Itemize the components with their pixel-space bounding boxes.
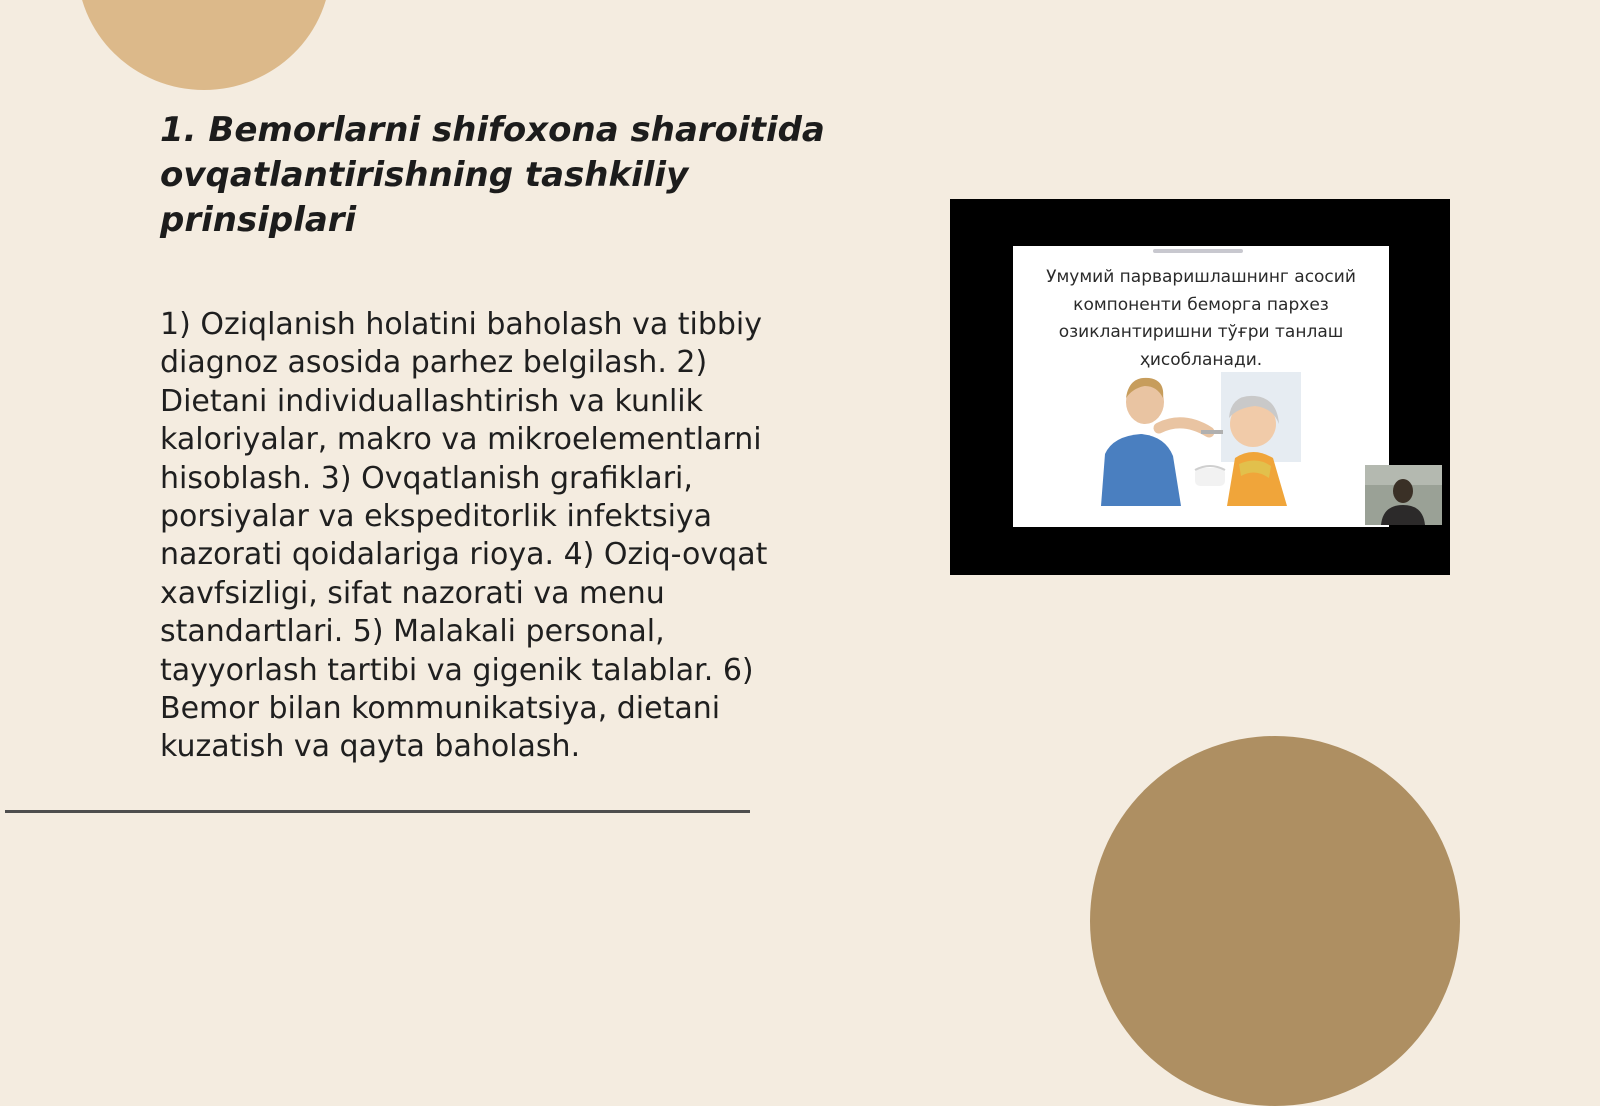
video-slide-caption: Умумий парваришлашнинг асосий компоненти беморга пархез озиклантиришни тўғри танлаш ҳисобланади. (1046, 267, 1356, 370)
divider-line (5, 810, 750, 813)
slide-title: 1. Bemorlarni shifoxona sharoitida ovqatlantirishning tashkiliy prinsiplari (160, 110, 825, 240)
embedded-video[interactable] (950, 199, 1450, 575)
video-slide-frame (1013, 246, 1389, 527)
decorative-circle-top (77, 0, 331, 90)
presenter-icon (1365, 465, 1442, 525)
decorative-circle-bottom (1090, 736, 1460, 1106)
slide-body-text: 1) Oziqlanish holatini baholash va tibbiy diagnoz asosida parhez belgilash. 2) Dietani individuallashtirish va kunlik kaloriyalar, makro va mikroelementlarni hisoblash. 3) Ovqatlanish grafiklari, porsiyalar va ekspeditorlik infektsiya nazorati qoidalariga rioya. 4) Oziq-ovqat xavfsizligi, sifat nazorati va menu standartlari. 5) Malakali personal, tayyorlash tartibi va gigenik talablar. 6) Bemor bilan kommunikatsiya, dietani kuzatish va qayta baholash. (160, 307, 768, 765)
webcam-thumbnail[interactable] (1365, 465, 1442, 525)
nurse-feeding-patient-illustration (1101, 372, 1301, 506)
watermark-bar (1153, 249, 1243, 253)
